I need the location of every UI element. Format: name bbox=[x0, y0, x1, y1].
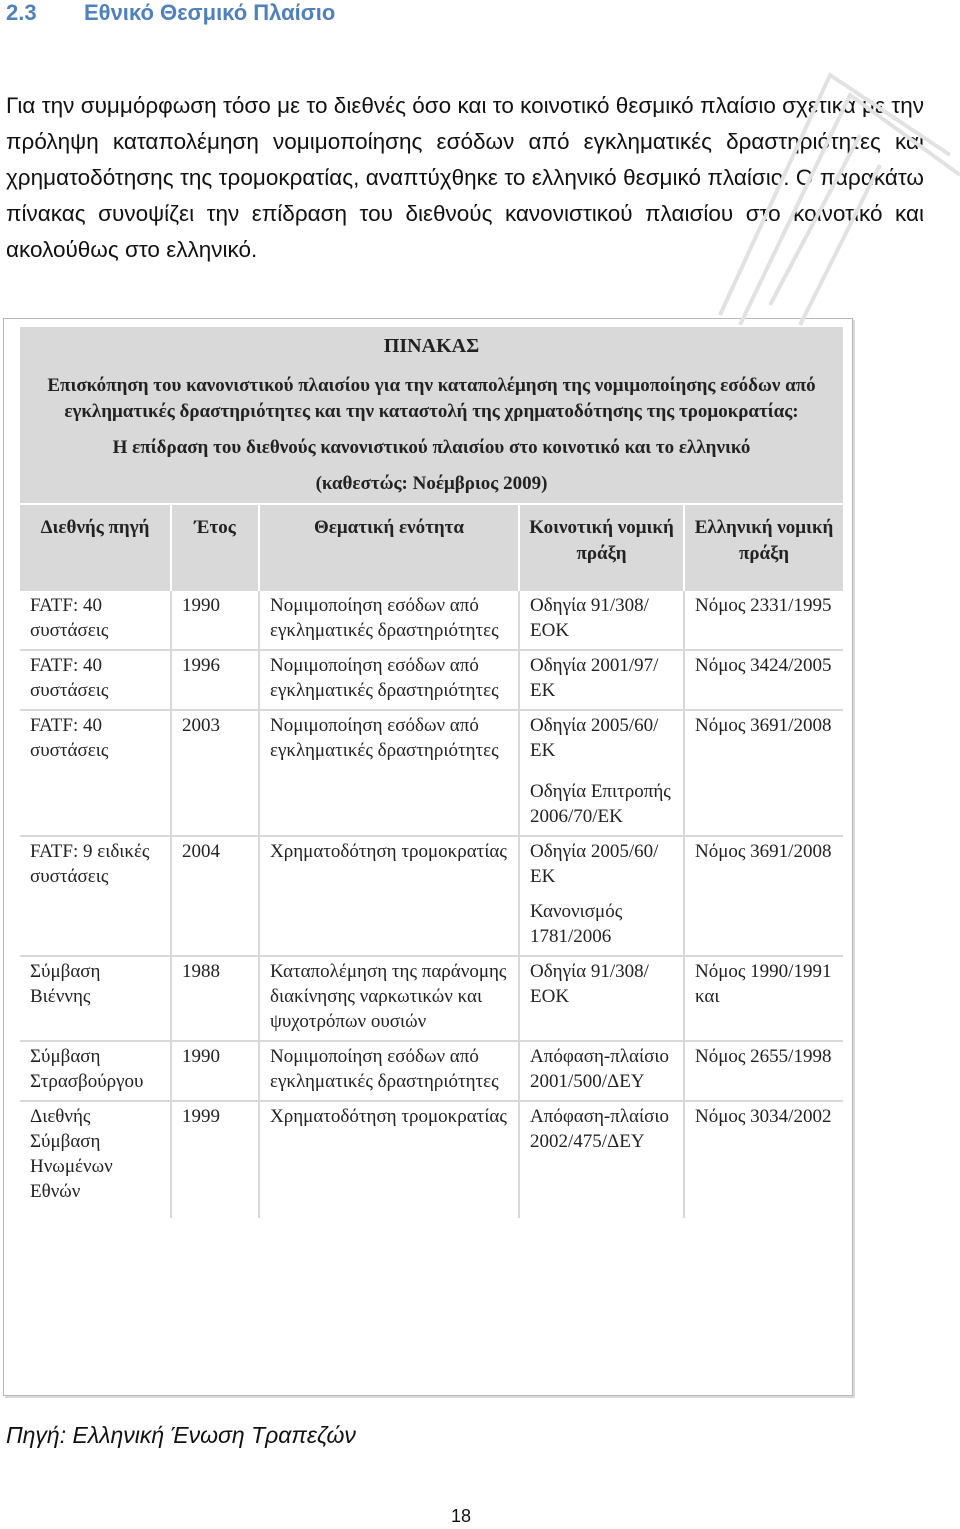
cell-eu-act bbox=[519, 710, 684, 836]
cell-topic: Νομιμοποίηση εσόδων από εγκληματικές δραστηριότητες bbox=[259, 590, 519, 650]
cell-source: FATF: 9 ειδικές συστάσεις bbox=[20, 836, 171, 956]
cell-eu-act bbox=[519, 1101, 684, 1218]
table-row bbox=[20, 956, 843, 1041]
cell-source: FATF: 40 συστάσεις bbox=[20, 590, 171, 650]
eu-act-entry: Οδηγία 91/308/ΕΟΚ bbox=[530, 595, 649, 641]
cell-topic: Νομιμοποίηση εσόδων από εγκληματικές δραστηριότητες bbox=[259, 710, 519, 836]
eu-act-entry: Οδηγία Επιτροπής 2006/70/ΕΚ bbox=[530, 781, 671, 827]
cell-eu-act bbox=[519, 650, 684, 710]
regulatory-table bbox=[20, 327, 843, 1218]
cell-greek-act: Νόμος 3691/2008 bbox=[684, 710, 843, 836]
cell-topic: Καταπολέμηση της παράνομης διακίνησης ναρκωτικών και ψυχοτρόπων ουσιών bbox=[259, 956, 519, 1041]
column-header-greek-act: Ελληνική νομική πράξη bbox=[684, 504, 843, 590]
eu-act-entry: Απόφαση-πλαίσιο 2002/475/ΔΕΥ bbox=[530, 1106, 669, 1152]
section-number: 2.3 bbox=[6, 0, 37, 25]
table-row bbox=[20, 710, 843, 836]
eu-act-entry: Οδηγία 2005/60/ΕΚ bbox=[530, 715, 659, 761]
cell-eu-act bbox=[519, 836, 684, 956]
cell-year: 1996 bbox=[171, 650, 259, 710]
table-caption-line1: Επισκόπηση του κανονιστικού πλαισίου για την καταπολέμηση της νομιμοποίησης εσόδων από εγκληματικές δραστηριότητες και την καταστολή της χρηματοδότησης της τρομοκρατίας: bbox=[47, 375, 816, 422]
cell-topic: Χρηματοδότηση τρομοκρατίας bbox=[259, 836, 519, 956]
table-row bbox=[20, 650, 843, 710]
eu-act-entry: Οδηγία 2001/97/ΕΚ bbox=[530, 655, 659, 701]
column-header-eu-act: Κοινοτική νομική πράξη bbox=[519, 504, 684, 590]
column-header-source: Διεθνής πηγή bbox=[20, 504, 171, 590]
cell-year: 1990 bbox=[171, 590, 259, 650]
cell-year: 1990 bbox=[171, 1041, 259, 1101]
spacer bbox=[530, 889, 673, 899]
cell-greek-act: Νόμος 3034/2002 bbox=[684, 1101, 843, 1218]
table-row bbox=[20, 590, 843, 650]
cell-greek-act: Νόμος 3691/2008 bbox=[684, 836, 843, 956]
cell-year: 1999 bbox=[171, 1101, 259, 1218]
cell-source: Σύμβαση Βιέννης bbox=[20, 956, 171, 1041]
cell-source: Σύμβαση Στρασβούργου bbox=[20, 1041, 171, 1101]
source-note: Πηγή: Ελληνική Ένωση Τραπεζών bbox=[6, 1422, 356, 1448]
column-header-topic: Θεματική ενότητα bbox=[259, 504, 519, 590]
table-row bbox=[20, 1041, 843, 1101]
column-header-year: Έτος bbox=[171, 504, 259, 590]
section-heading bbox=[6, 0, 335, 26]
table-row bbox=[20, 1101, 843, 1218]
table-caption bbox=[20, 327, 843, 504]
table-title: ΠΙΝΑΚΑΣ bbox=[383, 335, 480, 357]
intro-paragraph: Για την συμμόρφωση τόσο με το διεθνές όσο και το κοινοτικό θεσμικό πλαίσιο σχετικά με την πρόληψη καταπολέμηση νομιμοποίησης εσόδων από εγκληματικές δραστηριότητες και χρηματοδότησης της τρομοκρατίας, αναπτύχθηκε το ελληνικό θεσμικό πλαίσιο. Ο παρακάτω πίνακας συνοψίζει την επίδραση του διεθνούς κανονιστικού πλαισίου στο κοινοτικό και ακολούθως στο ελληνικό. bbox=[6, 93, 924, 262]
cell-greek-act: Νόμος 1990/1991 και bbox=[684, 956, 843, 1041]
table-row bbox=[20, 836, 843, 956]
cell-eu-act bbox=[519, 590, 684, 650]
cell-topic: Νομιμοποίηση εσόδων από εγκληματικές δραστηριότητες bbox=[259, 1041, 519, 1101]
cell-year: 2003 bbox=[171, 710, 259, 836]
cell-year: 1988 bbox=[171, 956, 259, 1041]
cell-greek-act: Νόμος 2331/1995 bbox=[684, 590, 843, 650]
cell-eu-act bbox=[519, 1041, 684, 1101]
spacer bbox=[530, 763, 673, 779]
cell-source: FATF: 40 συστάσεις bbox=[20, 710, 171, 836]
cell-greek-act: Νόμος 2655/1998 bbox=[684, 1041, 843, 1101]
cell-source: FATF: 40 συστάσεις bbox=[20, 650, 171, 710]
table-caption-date: (καθεστώς: Νοέμβριος 2009) bbox=[315, 473, 548, 494]
cell-year: 2004 bbox=[171, 836, 259, 956]
cell-greek-act: Νόμος 3424/2005 bbox=[684, 650, 843, 710]
cell-topic: Χρηματοδότηση τρομοκρατίας bbox=[259, 1101, 519, 1218]
eu-act-entry: Απόφαση-πλαίσιο 2001/500/ΔΕΥ bbox=[530, 1046, 669, 1092]
eu-act-entry: Κανονισμός 1781/2006 bbox=[530, 901, 623, 947]
eu-act-entry: Οδηγία 2005/60/ΕΚ bbox=[530, 841, 659, 887]
cell-eu-act bbox=[519, 956, 684, 1041]
eu-act-entry: Οδηγία 91/308/ΕΟΚ bbox=[530, 961, 649, 1007]
page-number: 18 bbox=[451, 1506, 472, 1526]
cell-topic: Νομιμοποίηση εσόδων από εγκληματικές δραστηριότητες bbox=[259, 650, 519, 710]
section-title: Εθνικό Θεσμικό Πλαίσιο bbox=[84, 0, 336, 25]
cell-source: Διεθνής Σύμβαση Ηνωμένων Εθνών bbox=[20, 1101, 171, 1218]
table-header-row bbox=[20, 504, 843, 590]
table-image-frame bbox=[3, 318, 853, 1396]
table-caption-line2: Η επίδραση του διεθνούς κανονιστικού πλαισίου στο κοινοτικό και το ελληνικό bbox=[112, 437, 751, 458]
